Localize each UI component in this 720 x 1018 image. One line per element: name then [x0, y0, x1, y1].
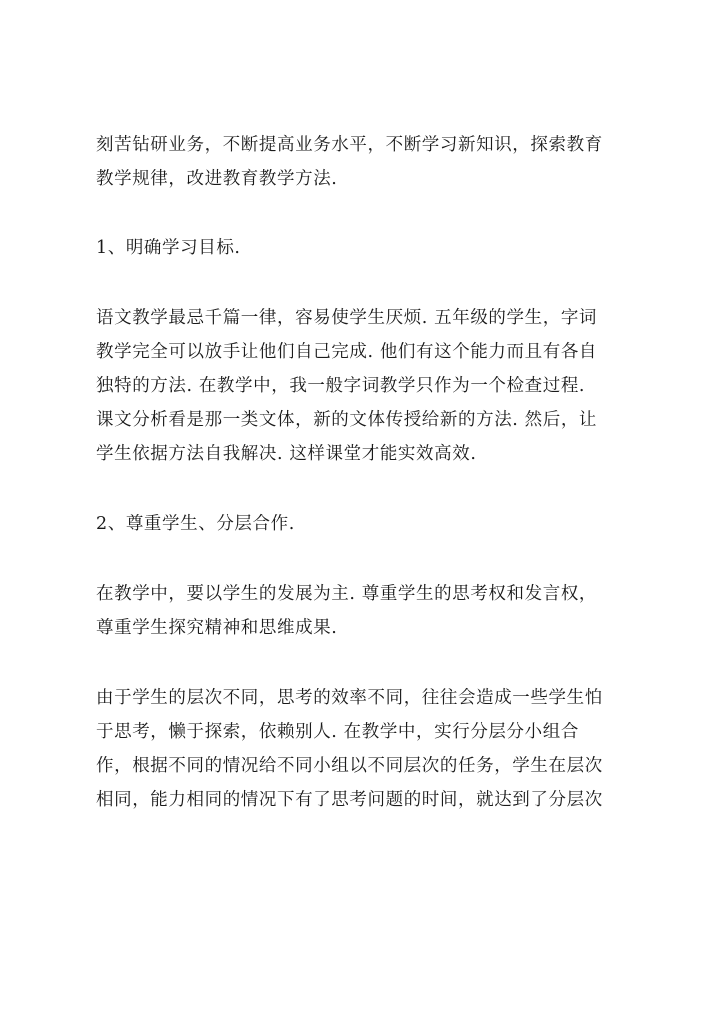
paragraph-spacing [96, 196, 641, 231]
heading-text: 1、明确学习目标. [96, 238, 241, 258]
text-line: 教学完全可以放手让他们自己完成. 他们有这个能力而且有各自 [96, 342, 598, 362]
paragraph-spacing [96, 645, 641, 681]
text-line: 尊重学生探究精神和思维成果. [96, 618, 338, 638]
text-line: 作，根据不同的情况给不同小组以不同层次的任务，学生在层次 [96, 756, 603, 776]
paragraph-layered-cooperation [96, 681, 641, 817]
text-line: 由于学生的层次不同，思考的效率不同，往往会造成一些学生怕 [96, 688, 603, 708]
text-line: 刻苦钻研业务，不断提高业务水平，不断学习新知识，探索教育 [96, 135, 603, 155]
paragraph-intro-continuation [96, 128, 641, 196]
text-line: 独特的方法. 在教学中，我一般字词教学只作为一个检查过程. [96, 376, 586, 396]
text-line: 相同，能力相同的情况下有了思考问题的时间，就达到了分层次 [96, 790, 603, 810]
paragraph-spacing [96, 471, 641, 507]
paragraph-spacing [96, 541, 641, 577]
paragraph-learning-goals [96, 301, 641, 471]
text-line: 语文教学最忌千篇一律，容易使学生厌烦. 五年级的学生，字词 [96, 308, 598, 328]
paragraph-spacing [96, 265, 641, 301]
text-line: 于思考，懒于探索，依赖别人. 在教学中，实行分层分小组合 [96, 722, 579, 742]
text-line: 课文分析看是那一类文体，新的文体传授给新的方法. 然后，让 [96, 410, 598, 430]
paragraph-respect-students [96, 577, 641, 645]
heading-text: 2、尊重学生、分层合作. [96, 514, 295, 534]
text-line: 学生依据方法自我解决. 这样课堂才能实效高效. [96, 444, 477, 464]
text-line: 在教学中，要以学生的发展为主. 尊重学生的思考权和发言权， [96, 584, 598, 604]
document-body [96, 128, 641, 817]
section-heading-2 [96, 507, 641, 541]
text-line: 教学规律，改进教育教学方法. [96, 169, 338, 189]
section-heading-1 [96, 231, 641, 265]
